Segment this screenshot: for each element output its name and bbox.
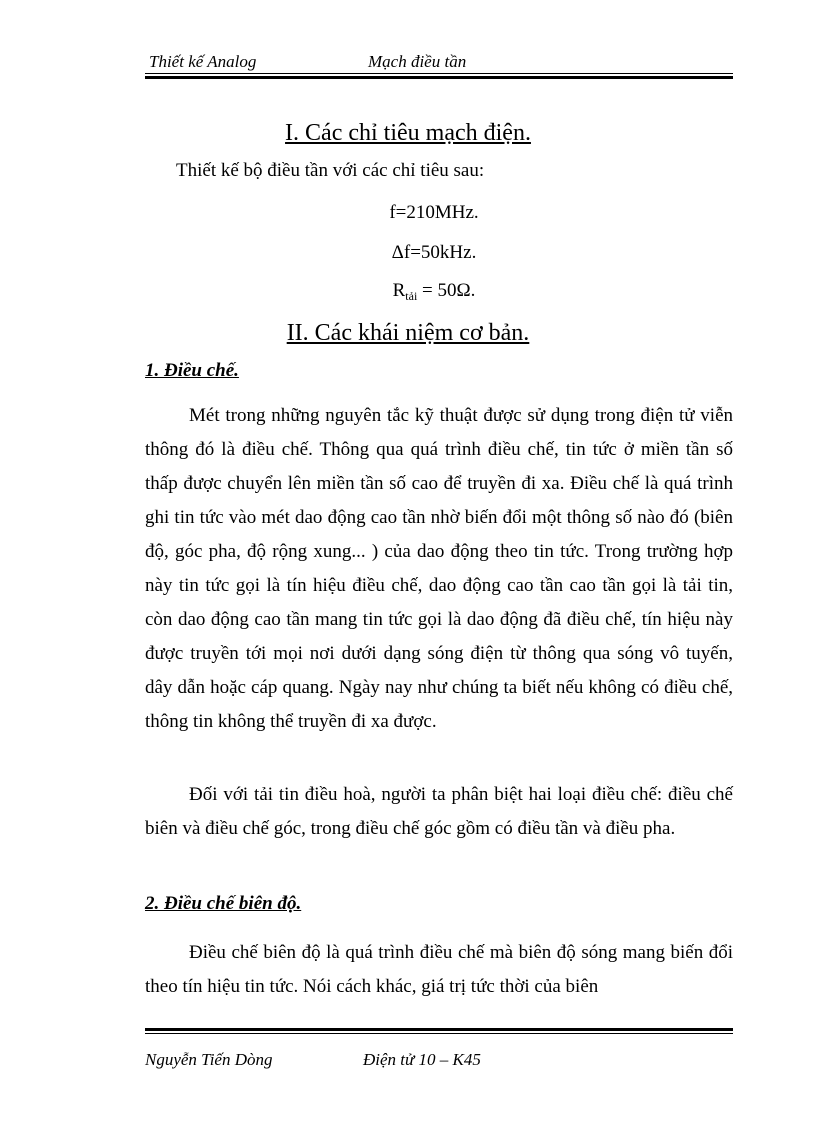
- header-rule-thin: [145, 73, 733, 74]
- spec-r-value: = 50Ω.: [417, 280, 476, 301]
- spec-frequency: f=210MHz.: [389, 202, 479, 223]
- spec-deviation: Δf=50kHz.: [391, 242, 477, 263]
- header-rule-thick: [145, 76, 733, 79]
- section2-title: II. Các khái niệm cơ bản.: [286, 320, 530, 346]
- header-right: Mạch điều tần: [368, 52, 467, 71]
- spec-r-main: R: [392, 280, 406, 301]
- paragraph-modulation: Mét trong những nguyên tắc kỹ thuật được sử dụng trong điện tử viễn thông đó là điều chế. Thông qua quá trình điều chế, tin tức ở miền tần số thấp được chuyển lên miền tần số cao để truyền đi xa. Điều chế là quá trình ghi tin tức vào mét dao động cao tần nhờ biến đổi một thông số nào đó (biên độ, góc pha, độ rộng xung... ) của dao động theo tin tức. Trong trường hợp này tin tức gọi là tín hiệu điều chế, dao động cao tần cao tần gọi là tải tin, còn dao động cao tần mang tin tức gọi là dao động đã điều chế, tín hiệu này được truyền tới mọi nơi dưới dạng sóng điện từ thông qua sóng vô tuyến, dây dẫn hoặc cáp quang. Ngày nay như chúng ta biết nếu không có điều chế, thông tin không thể truyền đi xa được.: [145, 405, 733, 732]
- spec-r-subscript: tải: [405, 289, 418, 303]
- footer-author: Nguyễn Tiến Dòng: [145, 1050, 273, 1069]
- footer-rule-thick: [145, 1028, 733, 1031]
- footer-class: Điện tử 10 – K45: [363, 1050, 481, 1069]
- section1-intro: Thiết kế bộ điều tần với các chỉ tiêu sau:: [176, 160, 485, 181]
- paragraph-amplitude-modulation: Điều chế biên độ là quá trình điều chế mà biên độ sóng mang biến đổi theo tín hiệu tin tức. Nói cách khác, giá trị tức thời của biên: [145, 942, 733, 997]
- section1-title: I. Các chỉ tiêu mạch điện.: [285, 120, 531, 146]
- footer-rule-thin: [145, 1033, 733, 1034]
- subsection1-title: 1. Điều chế.: [145, 360, 239, 381]
- paragraph-carrier-types: Đối với tải tin điều hoà, người ta phân biệt hai loại điều chế: điều chế biên và điều chế góc, trong điều chế góc gồm có điều tần và điều pha.: [145, 784, 733, 839]
- header-left: Thiết kế Analog: [149, 52, 257, 71]
- spec-load-resistance: [0, 280, 816, 302]
- subsection2-title: 2. Điều chế biên độ.: [145, 893, 302, 914]
